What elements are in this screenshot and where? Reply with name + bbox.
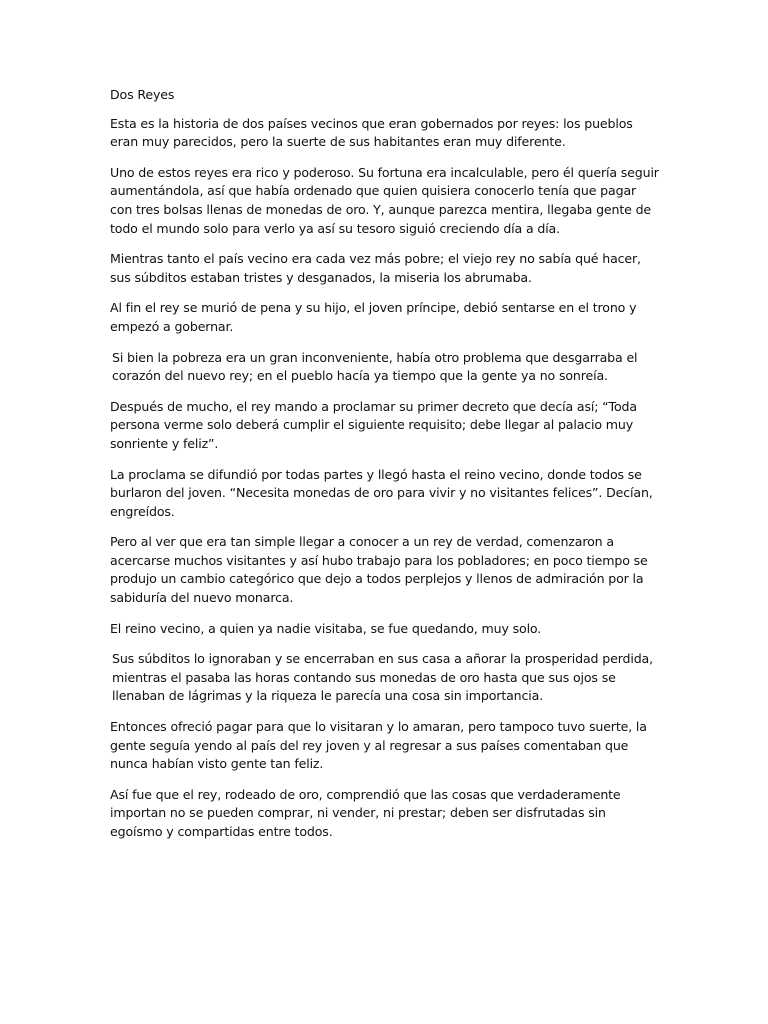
paragraph-12: Así fue que el rey, rodeado de oro, comprendió que las cosas que verdaderamente importan no se pueden comprar, ni vender, ni prestar; deben ser disfrutadas sin egoísmo y compartidas entre todos. xyxy=(110,786,621,839)
paragraph-11: Entonces ofreció pagar para que lo visitaran y lo amaran, pero tampoco tuvo suerte, la gente seguía yendo al país del rey joven y al regresar a sus países comentaban que nunca habían visto gente tan feliz. xyxy=(110,719,647,772)
paragraph-9: El reino vecino, a quien ya nadie visitaba, se fue quedando, muy solo. xyxy=(110,620,542,636)
paragraph-2: Uno de estos reyes era rico y poderoso. Su fortuna era incalculable, pero él quería seguir aumentándola, así que había ordenado que quien quisiera conocerlo tenía que pagar con tres bolsas llenas de monedas de oro. Y, aunque parezca mentira, llegaba gente de todo el mundo solo para verlo ya así su tesoro siguió creciendo día a día. xyxy=(110,164,659,236)
paragraph-5: Si bien la pobreza era un gran inconveniente, había otro problema que desgarraba el corazón del nuevo rey; en el pueblo hacía ya tiempo que la gente ya no sonreía. xyxy=(112,349,638,384)
paragraph-8: Pero al ver que era tan simple llegar a conocer a un rey de verdad, comenzaron a acercarse muchos visitantes y así hubo trabajo para los pobladores; en poco tiempo se produjo un cambio categórico que dejo a todos perplejos y llenos de admiración por la sabiduría del nuevo monarca. xyxy=(110,534,648,606)
paragraph-7: La proclama se difundió por todas partes y llegó hasta el reino vecino, donde todos se burlaron del joven. “Necesita monedas de oro para vivir y no visitantes felices”. Decían, engreídos. xyxy=(110,466,653,519)
paragraph-6: Después de mucho, el rey mando a proclamar su primer decreto que decía así; “Toda persona verme solo deberá cumplir el siguiente requisito; debe llegar al palacio muy sonriente y feliz”. xyxy=(110,398,637,451)
document-body xyxy=(110,86,662,854)
document-title: Dos Reyes xyxy=(110,87,175,102)
paragraph-1: Esta es la historia de dos países vecinos que eran gobernados por reyes: los pueblos eran muy parecidos, pero la suerte de sus habitantes eran muy diferente. xyxy=(110,115,633,150)
paragraph-3: Mientras tanto el país vecino era cada vez más pobre; el viejo rey no sabía qué hacer, sus súbditos estaban tristes y desganados, la miseria los abrumaba. xyxy=(110,251,641,285)
paragraph-10: Sus súbditos lo ignoraban y se encerraban en sus casa a añorar la prosperidad perdida, mientras el pasaba las horas contando sus monedas de oro hasta que sus ojos se llenaban de lágrimas y la riqueza le parecía una cosa sin importancia. xyxy=(112,651,653,704)
paragraph-4: Al fin el rey se murió de pena y su hijo, el joven príncipe, debió sentarse en el trono y empezó a gobernar. xyxy=(110,300,637,334)
